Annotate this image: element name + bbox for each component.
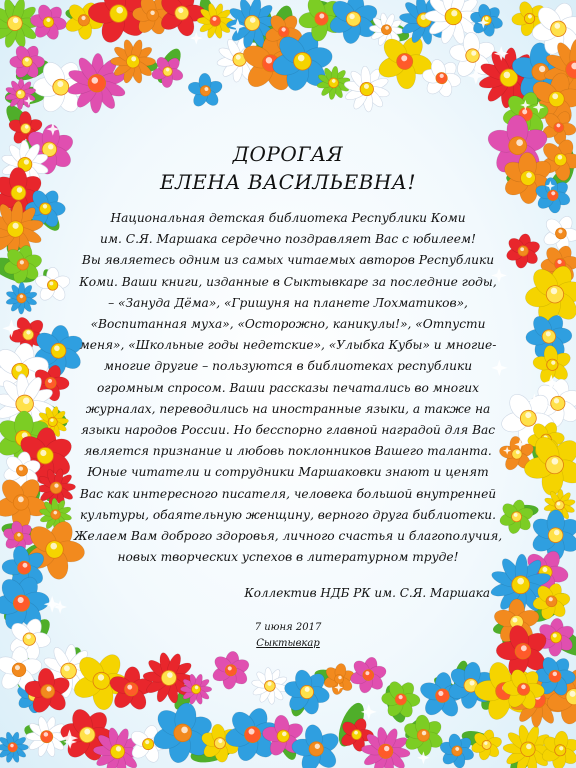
letter-body-line: является признание и любовь поклонников Вашего таланта. [84, 444, 492, 459]
letter-body-line: огромным спросом. Ваши рассказы печатались во многих [96, 380, 480, 395]
letter-body-line: Желаем Вам доброго здоровья, личного счастья и благополучия, [73, 529, 503, 544]
letter-date: 7 июня 2017 [254, 622, 322, 633]
greeting-line-2: ЕЛЕНА ВАСИЛЬЕВНА! [159, 170, 416, 194]
letter-body-line: – «Зануда Дёма», «Гришуня на планете Лохматиков», [108, 295, 468, 310]
letter-body-line: Коми. Ваши книги, изданные в Сыктывкаре за последние годы, [79, 274, 497, 289]
letter-body-line: «Воспитанная муха», «Осторожно, каникулы!», «Отпусти [90, 317, 486, 332]
letter-city: Сыктывкар [256, 638, 320, 649]
flower-shape [182, 67, 228, 114]
letter-body-line: меня», «Школьные годы недетские», «Улыбка Кубы» и многие- [79, 338, 497, 353]
greeting-heading [62, 140, 514, 196]
letter-body-line: языки народов России. Но бесспорно главной наградой для Вас [80, 423, 496, 438]
signature: Коллектив НДБ РК им. С.Я. Маршака [244, 586, 490, 600]
letter-body-line: многие другие – пользуются в библиотеках республики [103, 359, 473, 374]
letter-body-line: Национальная детская библиотека Республики Коми [110, 211, 466, 225]
letter-content [62, 140, 514, 670]
letter-body-line: Вас как интересного писателя, человека большой внутренней [79, 486, 497, 501]
letter-body-line: Юные читатели и сотрудники Маршаковки знают и ценят [87, 465, 489, 480]
letter-body [62, 208, 514, 568]
greeting-line-1: ДОРОГАЯ [232, 142, 344, 166]
letter-body-line: культуры, обаятельную женщину, верного друга библиотеки. [80, 507, 496, 522]
letter-body-line: журналах, переводились на иностранные языки, а также на [85, 401, 491, 416]
letter-body-line: им. С.Я. Маршака сердечно поздравляет Вас с юбилеем! [100, 232, 476, 247]
letter-body-line: Вы являетесь одним из самых читаемых авторов Республики [81, 253, 495, 268]
letter-body-line: новых творческих успехов в литературном труде! [117, 550, 459, 565]
